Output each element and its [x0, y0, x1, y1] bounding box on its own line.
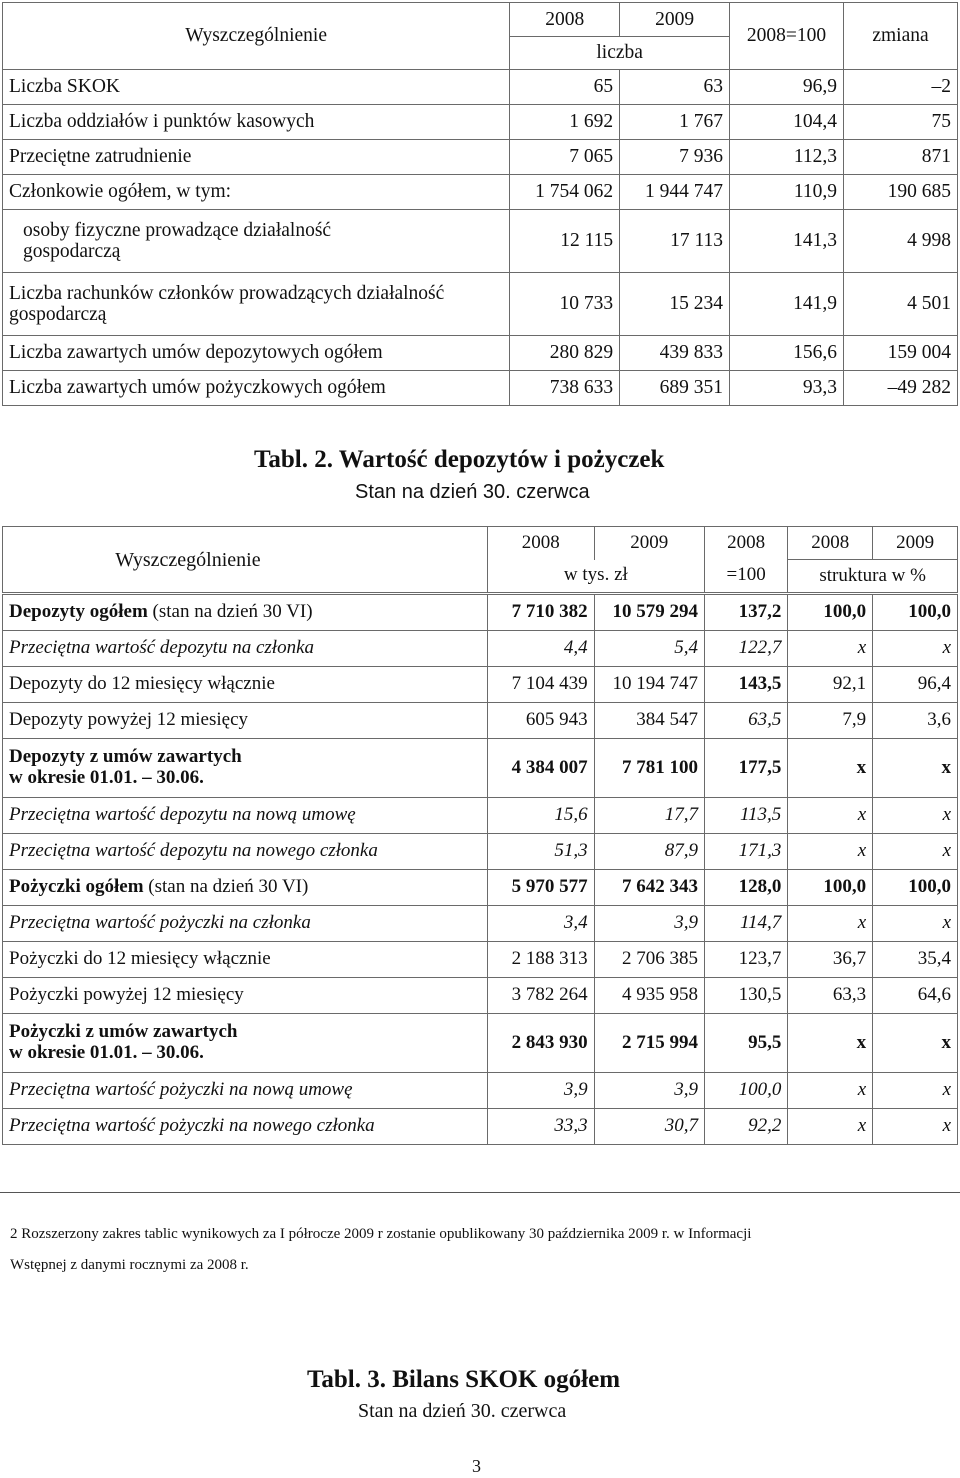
- cell-struct-2008: x: [788, 739, 873, 798]
- header-struct-2008: 2008: [788, 527, 873, 560]
- cell-2008: 12 115: [510, 210, 620, 273]
- cell-2008: 10 733: [510, 273, 620, 336]
- cell-2009: 689 351: [620, 371, 730, 406]
- cell-2008: 605 943: [487, 703, 594, 739]
- cell-2009: 1 767: [620, 105, 730, 140]
- header-index-top: 2008: [704, 527, 787, 560]
- cell-2009: 3,9: [594, 1073, 704, 1109]
- row-label-rest: (stan na dzień 30 VI): [143, 876, 309, 898]
- table-row: [3, 667, 958, 703]
- cell-index: 112,3: [730, 140, 844, 175]
- cell-change: 159 004: [844, 336, 958, 371]
- cell-change: 190 685: [844, 175, 958, 210]
- cell-2008: 5 970 577: [487, 870, 594, 906]
- cell-struct-2009: 3,6: [873, 703, 958, 739]
- row-label-main: Pożyczki ogółem: [9, 876, 144, 898]
- table-row: [3, 140, 958, 175]
- header-change: zmiana: [844, 3, 958, 70]
- cell-index: 92,2: [704, 1109, 787, 1145]
- row-label: [3, 870, 488, 906]
- table-row: [3, 336, 958, 371]
- cell-struct-2008: x: [788, 1109, 873, 1145]
- table2-subtitle: Stan na dzień 30. czerwca: [355, 481, 590, 503]
- row-label-main: Depozyty ogółem: [9, 601, 148, 623]
- row-label: Liczba SKOK: [3, 70, 510, 105]
- cell-2008: 3,4: [487, 906, 594, 942]
- row-label-line1: Depozyty z umów zawartych: [9, 746, 242, 768]
- cell-2009: 4 935 958: [594, 978, 704, 1014]
- cell-2008: 738 633: [510, 371, 620, 406]
- header-year-2008: 2008: [487, 527, 594, 560]
- cell-2009: 5,4: [594, 631, 704, 667]
- cell-change: –49 282: [844, 371, 958, 406]
- row-label: [3, 1014, 488, 1073]
- cell-struct-2008: x: [788, 1073, 873, 1109]
- cell-struct-2009: 100,0: [873, 594, 958, 631]
- cell-index: 113,5: [704, 798, 787, 834]
- page-number: 3: [472, 1456, 481, 1476]
- row-label-line1: Pożyczki z umów zawartych: [9, 1021, 238, 1043]
- cell-struct-2008: 100,0: [788, 594, 873, 631]
- cell-struct-2008: x: [788, 798, 873, 834]
- cell-change: 4 501: [844, 273, 958, 336]
- cell-2009: 384 547: [594, 703, 704, 739]
- header-year-2009: 2009: [620, 3, 730, 37]
- table-row: [3, 870, 958, 906]
- cell-2009: 10 579 294: [594, 594, 704, 631]
- cell-index: 141,9: [730, 273, 844, 336]
- cell-2008: 1 692: [510, 105, 620, 140]
- table-row: [3, 210, 958, 273]
- table-row: [3, 371, 958, 406]
- table-row: [3, 798, 958, 834]
- cell-2008: 7 104 439: [487, 667, 594, 703]
- cell-struct-2009: 100,0: [873, 870, 958, 906]
- cell-struct-2009: x: [873, 834, 958, 870]
- cell-2008: 4 384 007: [487, 739, 594, 798]
- cell-struct-2008: x: [788, 1014, 873, 1073]
- cell-index: 110,9: [730, 175, 844, 210]
- table-header-row: [3, 3, 958, 37]
- cell-struct-2008: 36,7: [788, 942, 873, 978]
- cell-2009: 439 833: [620, 336, 730, 371]
- cell-index: 100,0: [704, 1073, 787, 1109]
- cell-struct-2009: x: [873, 1014, 958, 1073]
- cell-struct-2008: x: [788, 631, 873, 667]
- cell-change: 4 998: [844, 210, 958, 273]
- table-row: [3, 942, 958, 978]
- cell-index: 93,3: [730, 371, 844, 406]
- row-label: Liczba rachunków członków prowadzących działalność gospodarczą: [3, 273, 510, 336]
- table-row: [3, 1073, 958, 1109]
- header-index-bottom: =100: [704, 560, 787, 594]
- table-row: [3, 105, 958, 140]
- cell-2008: 3,9: [487, 1073, 594, 1109]
- cell-2008: 33,3: [487, 1109, 594, 1145]
- cell-change: 871: [844, 140, 958, 175]
- cell-index: 114,7: [704, 906, 787, 942]
- row-label: Przeciętna wartość depozytu na nowego członka: [3, 834, 488, 870]
- header-unit: w tys. zł: [487, 560, 704, 594]
- cell-struct-2009: 35,4: [873, 942, 958, 978]
- cell-struct-2009: x: [873, 798, 958, 834]
- cell-2009: 87,9: [594, 834, 704, 870]
- row-label: Liczba zawartych umów pożyczkowych ogółem: [3, 371, 510, 406]
- row-label: Liczba oddziałów i punktów kasowych: [3, 105, 510, 140]
- cell-2009: 17 113: [620, 210, 730, 273]
- cell-index: 171,3: [704, 834, 787, 870]
- table3-subtitle: Stan na dzień 30. czerwca: [358, 1400, 567, 1422]
- table-row: [3, 703, 958, 739]
- table-row: [3, 739, 958, 798]
- row-label-line2: w okresie 01.01. – 30.06.: [9, 1042, 204, 1063]
- header-year-2009: 2009: [594, 527, 704, 560]
- cell-struct-2008: x: [788, 906, 873, 942]
- table3-title: Tabl. 3. Bilans SKOK ogółem: [307, 1366, 621, 1393]
- cell-2009: 63: [620, 70, 730, 105]
- table-row: [3, 978, 958, 1014]
- header-struct-2009: 2009: [873, 527, 958, 560]
- row-label: Przeciętna wartość depozytu na członka: [3, 631, 488, 667]
- row-label: Pożyczki do 12 miesięcy włącznie: [3, 942, 488, 978]
- cell-index: 96,9: [730, 70, 844, 105]
- header-structure: struktura w %: [788, 560, 958, 594]
- row-label-line2: w okresie 01.01. – 30.06.: [9, 767, 204, 788]
- cell-2009: 15 234: [620, 273, 730, 336]
- skok-summary-table: [2, 2, 958, 406]
- table-row: [3, 906, 958, 942]
- cell-struct-2009: x: [873, 1109, 958, 1145]
- cell-2009: 2 706 385: [594, 942, 704, 978]
- row-label: Przeciętna wartość pożyczki na nową umowę: [3, 1073, 488, 1109]
- cell-index: 122,7: [704, 631, 787, 667]
- header-year-2008: 2008: [510, 3, 620, 37]
- cell-index: 128,0: [704, 870, 787, 906]
- row-label: Pożyczki powyżej 12 miesięcy: [3, 978, 488, 1014]
- table2-title: Tabl. 2. Wartość depozytów i pożyczek: [254, 446, 665, 473]
- cell-2009: 7 642 343: [594, 870, 704, 906]
- table-row: [3, 175, 958, 210]
- footnote-divider: [0, 1192, 960, 1193]
- row-label: osoby fizyczne prowadzące działalność gospodarczą: [3, 210, 510, 273]
- cell-2009: 17,7: [594, 798, 704, 834]
- cell-change: –2: [844, 70, 958, 105]
- cell-index: 123,7: [704, 942, 787, 978]
- cell-index: 156,6: [730, 336, 844, 371]
- row-label: Przeciętna wartość pożyczki na nowego członka: [3, 1109, 488, 1145]
- cell-2008: 280 829: [510, 336, 620, 371]
- cell-2008: 2 188 313: [487, 942, 594, 978]
- row-label: Przeciętne zatrudnienie: [3, 140, 510, 175]
- cell-2008: 51,3: [487, 834, 594, 870]
- header-unit: liczba: [510, 36, 730, 70]
- cell-2009: 7 781 100: [594, 739, 704, 798]
- cell-2008: 3 782 264: [487, 978, 594, 1014]
- cell-index: 104,4: [730, 105, 844, 140]
- cell-struct-2008: 63,3: [788, 978, 873, 1014]
- cell-index: 143,5: [704, 667, 787, 703]
- table-row: [3, 594, 958, 631]
- cell-index: 141,3: [730, 210, 844, 273]
- cell-2008: 65: [510, 70, 620, 105]
- cell-index: 177,5: [704, 739, 787, 798]
- cell-2008: 7 065: [510, 140, 620, 175]
- row-label: Przeciętna wartość pożyczki na członka: [3, 906, 488, 942]
- cell-2008: 4,4: [487, 631, 594, 667]
- cell-2009: 7 936: [620, 140, 730, 175]
- row-label: Liczba zawartych umów depozytowych ogółem: [3, 336, 510, 371]
- header-index: 2008=100: [730, 3, 844, 70]
- footnote-line-2: Wstępnej z danymi rocznymi za 2008 r.: [10, 1257, 249, 1273]
- cell-2009: 30,7: [594, 1109, 704, 1145]
- row-label: Depozyty powyżej 12 miesięcy: [3, 703, 488, 739]
- cell-index: 130,5: [704, 978, 787, 1014]
- footnote-line-1: 2 Rozszerzony zakres tablic wynikowych za I półrocze 2009 r zostanie opublikowany 30 października 2009 r. w Informacji: [10, 1226, 752, 1242]
- cell-struct-2009: x: [873, 906, 958, 942]
- row-label: [3, 594, 488, 631]
- row-label: Członkowie ogółem, w tym:: [3, 175, 510, 210]
- cell-index: 63,5: [704, 703, 787, 739]
- cell-2009: 3,9: [594, 906, 704, 942]
- row-label: Depozyty do 12 miesięcy włącznie: [3, 667, 488, 703]
- table-header-row: [3, 527, 958, 560]
- row-label: [3, 739, 488, 798]
- cell-struct-2008: x: [788, 834, 873, 870]
- table-row: [3, 1109, 958, 1145]
- cell-struct-2008: 7,9: [788, 703, 873, 739]
- cell-struct-2009: x: [873, 631, 958, 667]
- cell-2009: 2 715 994: [594, 1014, 704, 1073]
- cell-2008: 7 710 382: [487, 594, 594, 631]
- table-row: [3, 834, 958, 870]
- cell-change: 75: [844, 105, 958, 140]
- cell-2009: 10 194 747: [594, 667, 704, 703]
- cell-2008: 1 754 062: [510, 175, 620, 210]
- table-row: [3, 1014, 958, 1073]
- cell-struct-2009: 64,6: [873, 978, 958, 1014]
- cell-struct-2009: x: [873, 1073, 958, 1109]
- cell-struct-2009: x: [873, 739, 958, 798]
- table-row: [3, 631, 958, 667]
- cell-struct-2008: 92,1: [788, 667, 873, 703]
- table-row: [3, 273, 958, 336]
- cell-2008: 15,6: [487, 798, 594, 834]
- deposits-loans-table: [2, 526, 958, 1145]
- cell-index: 137,2: [704, 594, 787, 631]
- header-label: Wyszczególnienie: [3, 527, 488, 594]
- row-label-rest: (stan na dzień 30 VI): [147, 601, 313, 623]
- row-label: Przeciętna wartość depozytu na nową umowę: [3, 798, 488, 834]
- table-row: [3, 70, 958, 105]
- header-label: Wyszczególnienie: [3, 3, 510, 70]
- cell-index: 95,5: [704, 1014, 787, 1073]
- cell-struct-2009: 96,4: [873, 667, 958, 703]
- cell-2008: 2 843 930: [487, 1014, 594, 1073]
- cell-2009: 1 944 747: [620, 175, 730, 210]
- cell-struct-2008: 100,0: [788, 870, 873, 906]
